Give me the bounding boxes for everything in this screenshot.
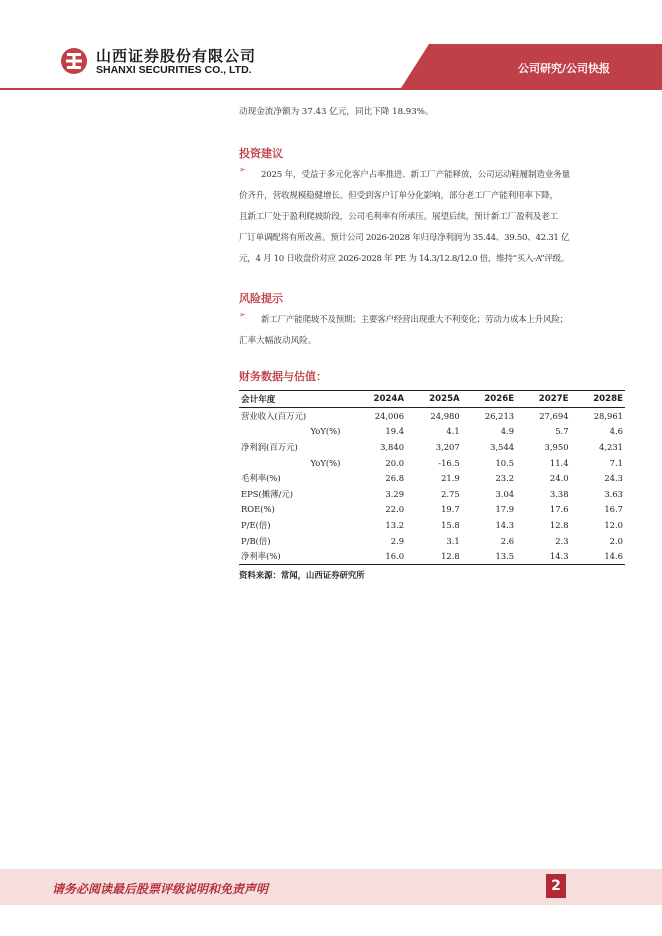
table-cell: 3,207 (435, 441, 460, 452)
table-row (239, 548, 625, 564)
table-cell: 15.8 (441, 519, 460, 530)
fin-title: 财务数据与估值： (239, 370, 327, 383)
table-cell: 24.0 (549, 473, 569, 484)
table-cell: 17.6 (549, 504, 569, 515)
company-name-en: SHANXI SECURITIES CO., LTD. (96, 64, 252, 76)
table-cell: 2.75 (441, 488, 460, 499)
table-cell: 16.7 (604, 504, 623, 515)
header-divider (0, 88, 662, 90)
row-label: P/E(倍) (241, 519, 271, 530)
header-cell: 2024A (350, 391, 406, 408)
table-row (239, 424, 625, 440)
table-cell: 2.0 (609, 535, 623, 546)
header-cell: 2025A (406, 391, 462, 408)
table-cell: 14.3 (516, 548, 570, 564)
table-cell: 3,544 (490, 441, 515, 452)
table-cell: 4.6 (609, 426, 623, 437)
table-cell: 3.38 (549, 488, 569, 499)
page-header (0, 0, 662, 92)
intro-line: 动现金流净额为 37.43 亿元，同比下降 18.93%。 (239, 107, 434, 117)
table-cell: 26,213 (484, 410, 515, 421)
risk-bullet (239, 310, 625, 352)
table-cell: 12.8 (406, 548, 462, 564)
table-cell: 3.04 (495, 488, 515, 499)
row-label: 净利润(百万元) (241, 441, 298, 452)
table-cell: 22.0 (385, 504, 405, 515)
invest-title: 投资建议 (239, 147, 283, 160)
table-row (239, 455, 625, 471)
table-cell: 28,961 (593, 410, 623, 421)
table-cell: 16.0 (350, 548, 406, 564)
risk-title: 风险提示 (239, 292, 283, 305)
table-cell: 3,840 (380, 441, 405, 452)
table-cell: 7.1 (609, 457, 623, 468)
table-row (239, 533, 625, 549)
arrow-bullet-icon: ➢ (239, 165, 246, 174)
row-label: YoY(%) (310, 457, 341, 468)
table-cell: 3,950 (544, 441, 569, 452)
table-header-row (239, 391, 625, 408)
invest-bullet (239, 165, 625, 270)
table-cell: 2.9 (390, 535, 405, 546)
arrow-bullet-icon: ➢ (239, 310, 246, 319)
table-cell: 24,980 (430, 410, 460, 421)
company-logo-icon (60, 47, 88, 75)
table-row (239, 502, 625, 518)
risk-line-1: 新工厂产能爬坡不及预期；主要客户经营出现重大不利变化；劳动力成本上升风险； (261, 315, 568, 325)
table-cell: 13.5 (462, 548, 516, 564)
table-cell: 13.2 (385, 519, 405, 530)
row-label: 净利率(%) (239, 548, 350, 564)
table-cell: -16.5 (438, 457, 460, 468)
table-cell: 24.3 (604, 473, 623, 484)
table-cell: 3.63 (604, 488, 623, 499)
row-label: YoY(%) (310, 426, 341, 437)
main-content (239, 102, 625, 581)
page-number: 2 (546, 874, 566, 898)
table-cell: 26.8 (385, 473, 405, 484)
invest-line-2: 价齐升，营收规模稳健增长。但受到客户订单分化影响，部分老工厂产能利用率下降， (239, 191, 558, 201)
row-label: EPS(摊薄/元) (241, 488, 293, 499)
report-type: 公司研究/公司快报 (517, 62, 610, 75)
table-cell: 11.4 (549, 457, 569, 468)
table-cell: 14.3 (495, 519, 515, 530)
table-cell: 19.7 (441, 504, 460, 515)
row-label: P/B(倍) (241, 535, 271, 546)
table-cell: 27,694 (539, 410, 569, 421)
row-label: ROE(%) (241, 504, 275, 515)
financial-table (239, 390, 625, 565)
table-cell: 17.9 (495, 504, 515, 515)
invest-line-1: 2025 年，受益于多元化客户占率推进、新工厂产能释放，公司运动鞋履制造业务量 (261, 170, 570, 180)
table-cell: 19.4 (385, 426, 405, 437)
footer-disclaimer: 请务必阅读最后股票评级说明和免责声明 (52, 882, 269, 896)
table-cell: 23.2 (495, 473, 515, 484)
table-cell: 21.9 (441, 473, 460, 484)
table-cell: 4.9 (500, 426, 515, 437)
table-cell: 20.0 (385, 457, 405, 468)
table-cell: 2.6 (500, 535, 515, 546)
table-cell: 3.1 (446, 535, 460, 546)
row-label: 营业收入(百万元) (241, 410, 307, 421)
table-row (239, 470, 625, 486)
header-cell: 2027E (516, 391, 570, 408)
company-name-cn: 山西证券股份有限公司 (96, 47, 257, 65)
invest-line-5: 元，4 月 10 日收盘价对应 2026-2028 年 PE 为 14.3/12.8/12.0 倍，维持“买入-A”评级。 (239, 254, 570, 264)
table-cell: 10.5 (495, 457, 515, 468)
table-cell: 4,231 (599, 441, 623, 452)
table-cell: 12.0 (604, 519, 623, 530)
header-cell: 2028E (571, 391, 625, 408)
header-cell: 会计年度 (239, 391, 350, 408)
table-row (239, 408, 625, 424)
invest-line-3: 且新工厂处于盈利爬坡阶段，公司毛利率有所承压。展望后续，预计新工厂盈利及老工 (239, 212, 558, 222)
invest-line-4: 厂订单调配将有所改善。预计公司 2026-2028 年归母净利润为 35.44、39.50、42.31 亿 (239, 233, 570, 243)
table-cell: 2.3 (555, 535, 569, 546)
table-cell: 3.29 (385, 488, 405, 499)
row-label: 毛利率(%) (241, 473, 281, 484)
table-row (239, 486, 625, 502)
table-row (239, 517, 625, 533)
table-cell: 4.1 (446, 426, 460, 437)
table-cell: 24,006 (374, 410, 405, 421)
table-cell: 12.8 (549, 519, 569, 530)
table-cell: 5.7 (555, 426, 569, 437)
data-source: 资料来源：常闻，山西证券研究所 (239, 569, 365, 580)
table-cell: 14.6 (571, 548, 625, 564)
header-cell: 2026E (462, 391, 516, 408)
table-row (239, 439, 625, 455)
risk-line-2: 汇率大幅波动风险。 (239, 336, 317, 346)
